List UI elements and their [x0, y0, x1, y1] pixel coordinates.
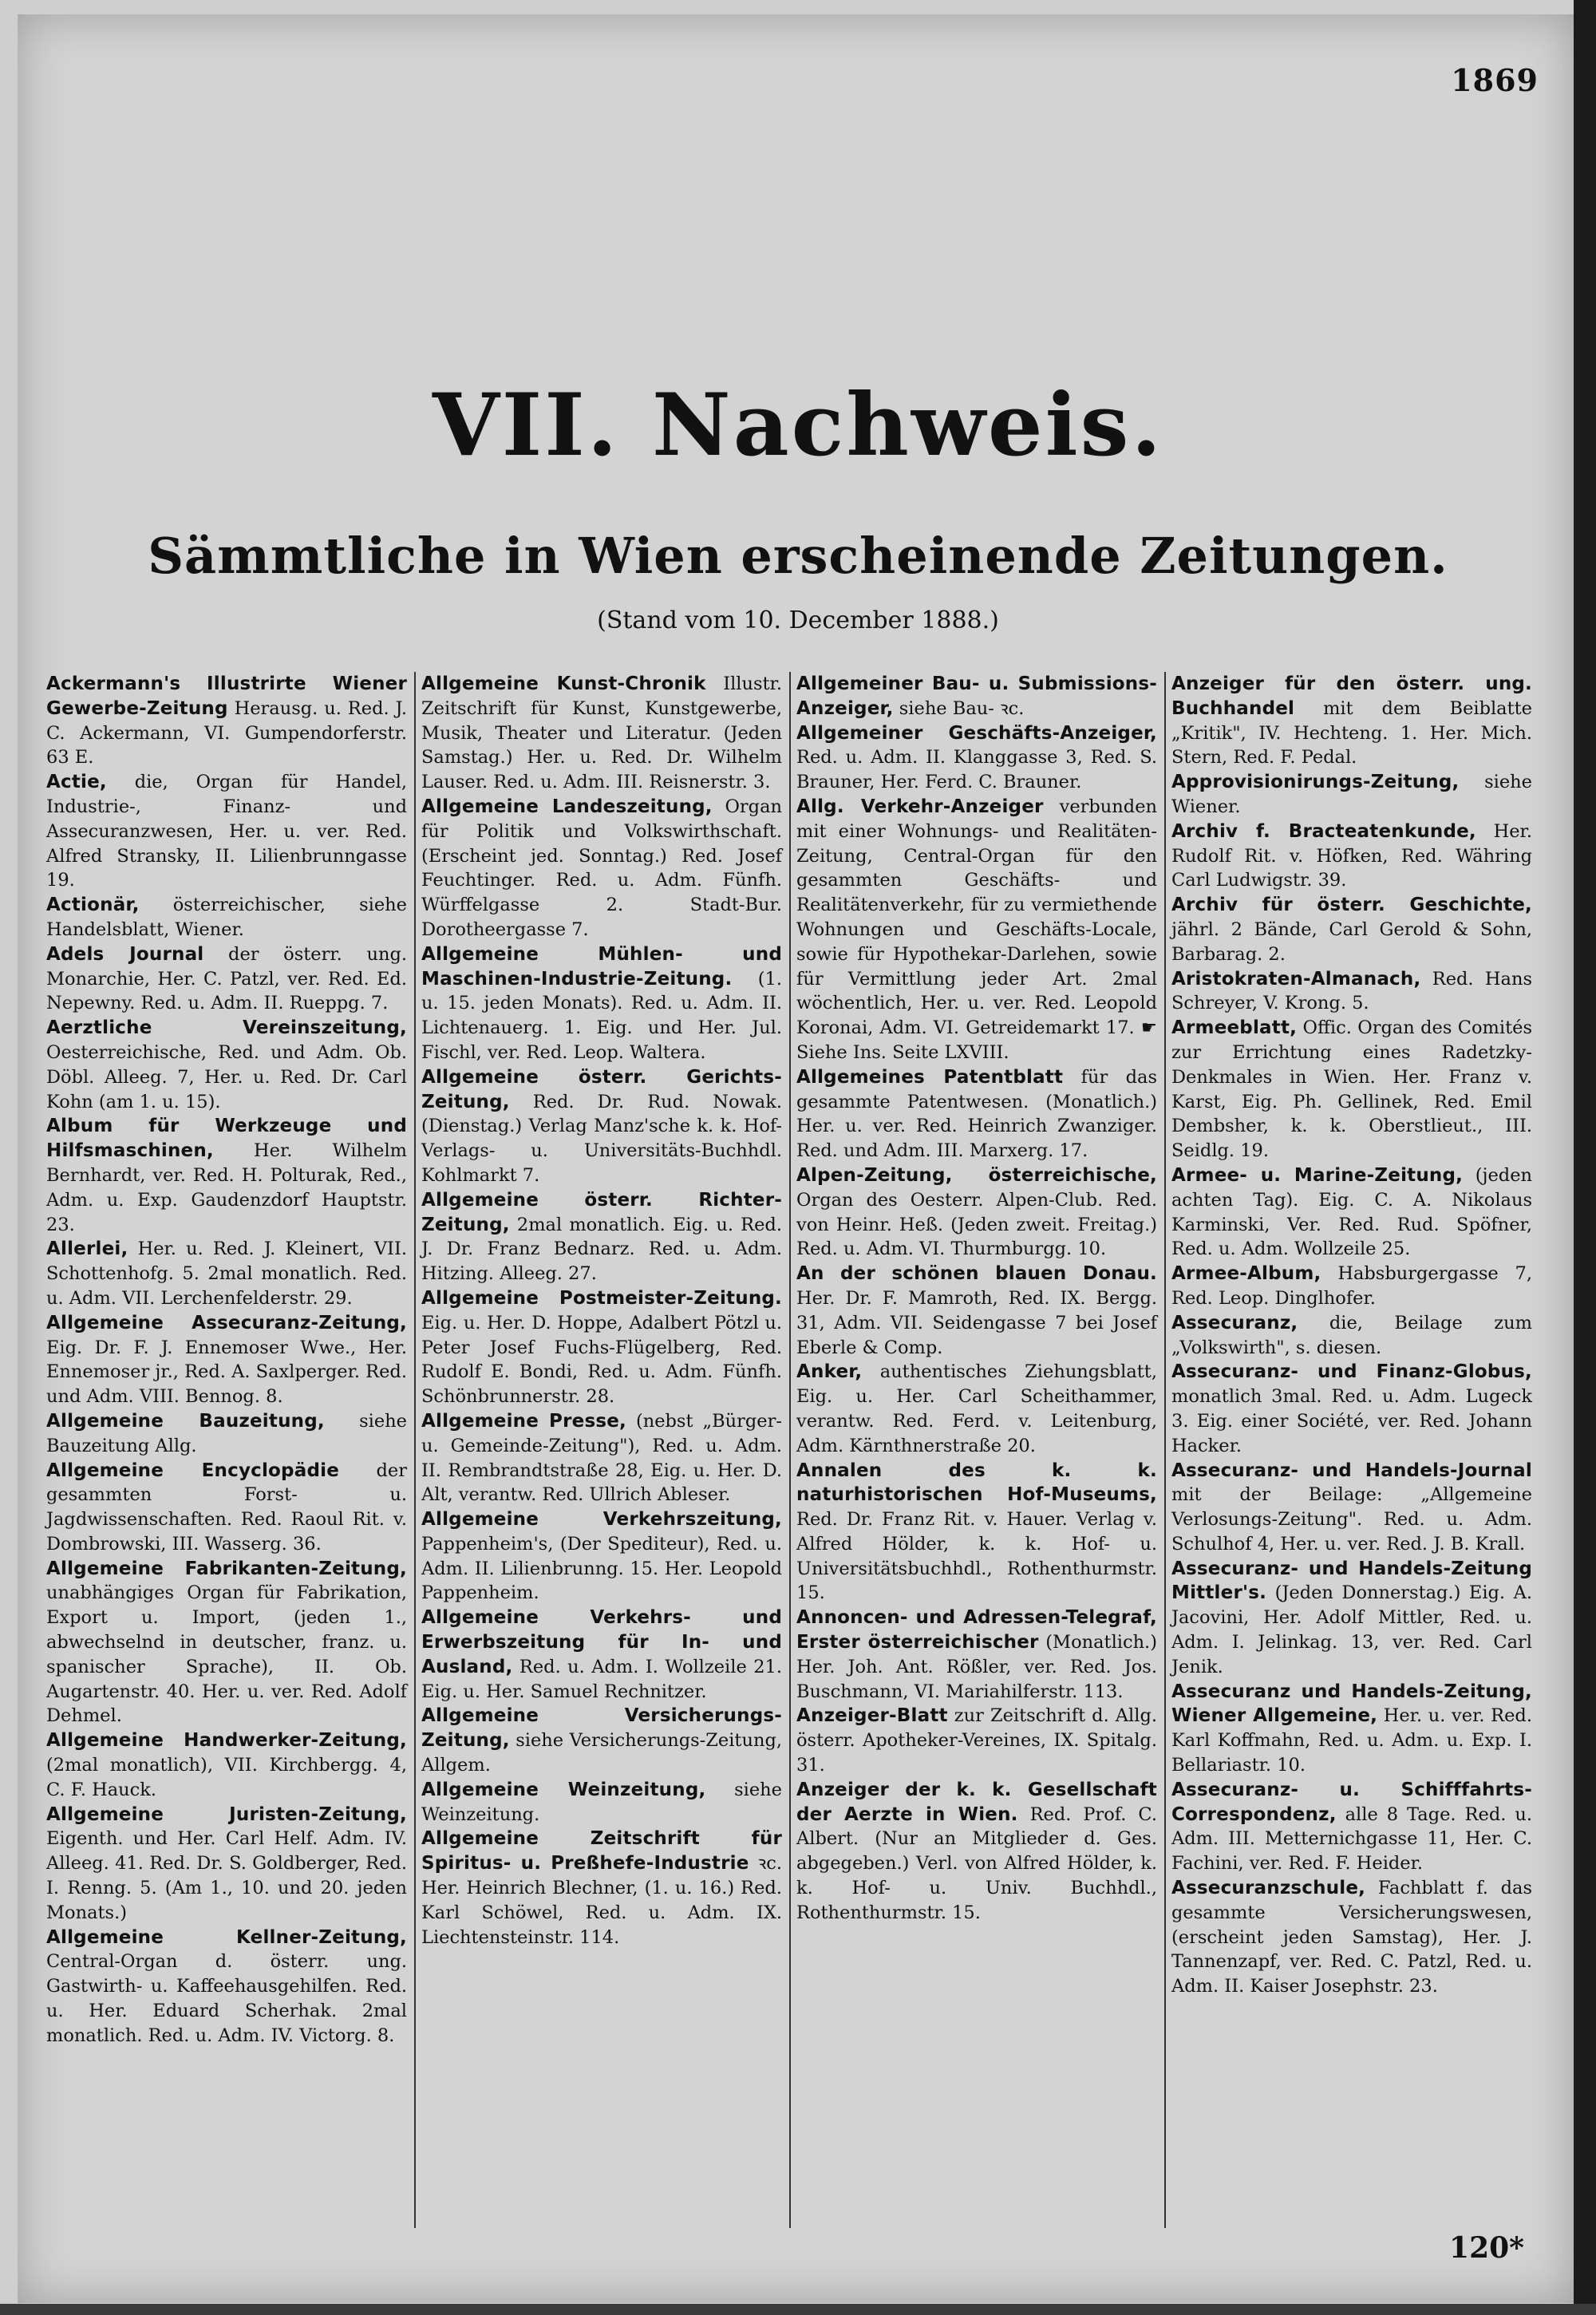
newspaper-entry [1171, 1778, 1532, 1876]
entry-title: Allgemeine Verkehrszeitung, [421, 1509, 782, 1531]
entry-title: Allgemeine Weinzeitung, [421, 1779, 706, 1800]
entry-details: Red. Dr. Rud. Nowak. (Dienstag.) Verlag Manz'sche k. k. Hof-Verlags- u. Universitäts-Buchhdl. Kohlmarkt 7. [421, 1091, 782, 1186]
entry-details: Her. u. Red. J. Kleinert, VII. Schottenhofg. 5. 2mal monatlich. Red. u. Adm. VII. Lerchenfelderstr. 29. [46, 1238, 407, 1309]
newspaper-entry [796, 1262, 1157, 1360]
newspaper-entry [1171, 1459, 1532, 1557]
entry-title: Allgemeine Presse, [421, 1410, 626, 1432]
newspaper-entry [1171, 1163, 1532, 1262]
entry-details: verbunden mit einer Wohnungs- und Realitäten-Zeitung, Central-Organ für den gesammten Geschäfts- und Realitätenverkehr, für zu vermiethende Wohnungen und Geschäfts-Locale, sowie für Hypothekar-Darlehen, sowie für Vermittlung jeder Art. 2mal wöchentlich, Her. u. ver. Red. Leopold Koronai, Adm. VI. Getreidemarkt 17. ☛ Siehe Ins. Seite LXVIII. [796, 796, 1157, 1063]
newspaper-entry [421, 795, 782, 942]
newspaper-entry [46, 1409, 407, 1459]
entry-details: unabhängiges Organ für Fabrikation, Export u. Import, (jeden 1., abwechselnd in deutscher, franz. u. spanischer Sprache), II. Ob. Augartenstr. 40. Her. u. ver. Red. Adolf Dehmel. [46, 1582, 407, 1727]
newspaper-entry [46, 1237, 407, 1310]
entry-details: Eigenth. und Her. Carl Helf. Adm. IV. Alleeg. 41. Red. Dr. S. Goldberger, Red. I. Renng. 5. (Am 1., 10. und 20. jeden Monats.) [46, 1828, 407, 1923]
entry-details: Eig. u. Her. D. Hoppe, Adalbert Pötzl u. Peter Josef Fuchs-Flügelberg, Red. Rudolf E. Bondi, Red. u. Adm. Fünfh. Schönbrunnerstr. 28. [421, 1312, 782, 1408]
entry-title: Allgemeine Assecuranz-Zeitung, [46, 1312, 407, 1333]
entry-details: Her. Dr. F. Mamroth, Red. IX. Bergg. 31, Adm. VII. Seidengasse 7 bei Josef Eberle & Comp. [796, 1287, 1157, 1358]
entry-title: Archiv f. Bracteatenkunde, [1171, 820, 1476, 842]
entry-details: Red. u. Adm. II. Klanggasse 3, Red. S. Brauner, Her. Ferd. C. Brauner. [796, 747, 1157, 793]
entry-details: siehe Wiener. [1171, 772, 1532, 817]
newspaper-entry [421, 1778, 782, 1827]
newspaper-entry [796, 672, 1157, 721]
newspaper-entry [46, 770, 407, 893]
entry-details: (jeden achten Tag). Eig. C. A. Nikolaus Karminski, Ver. Red. Rud. Spöfner, Red. u. Adm. Wollzeile 25. [1171, 1164, 1532, 1260]
newspaper-entry [46, 1016, 407, 1114]
entry-title: Annoncen- und Adressen-Telegraf, Erster österreichischer [796, 1607, 1157, 1653]
newspaper-entry [796, 1163, 1157, 1262]
entry-title: Anzeiger-Blatt [796, 1705, 948, 1727]
entry-details: Central-Organ d. österr. ung. Gastwirth- u. Kaffeehausgehilfen. Red. u. Her. Eduard Scherhak. 2mal monatlich. Red. u. Adm. IV. Victorg. 8. [46, 1951, 407, 2046]
column-3 [796, 672, 1157, 2236]
newspaper-entry [796, 1778, 1157, 1926]
entry-title: Allgemeine Fabrikanten-Zeitung, [46, 1558, 407, 1579]
newspaper-entry [421, 942, 782, 1065]
entry-title: An der schönen blauen Donau. [796, 1263, 1157, 1285]
newspaper-entry [1171, 1876, 1532, 1999]
newspaper-entry [46, 1459, 407, 1557]
newspaper-entry [1171, 770, 1532, 820]
entry-details: monatlich 3mal. Red. u. Adm. Lugeck 3. Eig. einer Société, ver. Red. Johann Hacker. [1171, 1386, 1532, 1456]
entry-details: Pappenheim's, (Der Spediteur), Red. u. Adm. II. Lilienbrunng. 15. Her. Leopold Pappenheim. [421, 1533, 782, 1604]
entry-details: für das gesammte Patentwesen. (Monatlich.) Her. u. ver. Red. Heinrich Zwanziger. Red. und Adm. III. Marxerg. 17. [796, 1066, 1157, 1162]
entry-details: die, Organ für Handel, Industrie-, Finanz- und Assecuranzwesen, Her. u. ver. Red. Alfred Stransky, II. Lilienbrunngasse 19. [46, 772, 407, 891]
entry-details: siehe Versicherungs-Zeitung, Allgem. [421, 1730, 782, 1776]
page-number: 1869 [1451, 62, 1539, 98]
date-note: (Stand vom 10. December 1888.) [597, 606, 999, 634]
entry-details: Red. Dr. Franz Rit. v. Hauer. Verlag v. Alfred Hölder, k. k. Hof- u. Universitätsbuchhdl., Rothenthurmstr. 15. [796, 1509, 1157, 1604]
entry-title: Allgemeines Patentblatt [796, 1066, 1064, 1088]
entry-title: Allgemeine Versicherungs-Zeitung, [421, 1705, 782, 1752]
entry-details: siehe Weinzeitung. [421, 1779, 782, 1825]
newspaper-entry [421, 1606, 782, 1704]
newspaper-entry [1171, 1311, 1532, 1361]
newspaper-entry [796, 1704, 1157, 1777]
entry-title: Assecuranz- u. Schifffahrts-Correspondenz, [1171, 1779, 1532, 1825]
entry-title: Album für Werkzeuge und Hilfsmaschinen, [46, 1116, 407, 1162]
entry-details: (Monatlich.) Her. Joh. Ant. Rößler, ver. Red. Jos. Buschmann, VI. Mariahilferstr. 113. [796, 1632, 1157, 1702]
entry-title: Allerlei, [46, 1238, 128, 1260]
entry-details: der gesammten Forst- u. Jagdwissenschaften. Red. Raoul Rit. v. Dombrowski, III. Wasserg. 36. [46, 1460, 407, 1555]
newspaper-entry [796, 1065, 1157, 1163]
entry-title: Allgemeiner Bau- u. Submissions-Anzeiger, [796, 674, 1157, 719]
entry-title: Assecuranz, [1171, 1312, 1298, 1333]
newspaper-entry [1171, 893, 1532, 966]
entry-title: Allgemeine Zeitschrift für Spiritus- u. Preßhefe-Industrie [421, 1828, 782, 1875]
entry-details: Habsburgergasse 7, Red. Leop. Dinglhofer. [1171, 1263, 1532, 1309]
entry-title: Anzeiger für den österr. ung. Buchhandel [1171, 674, 1532, 719]
entry-details: Fachblatt f. das gesammte Versicherungswesen, (erscheint jeden Samstag), Her. J. Tannenzapf, ver. Red. C. Patzl, Red. u. Adm. II. Kaiser Josephstr. 23. [1171, 1878, 1532, 1997]
newspaper-entry [46, 893, 407, 942]
newspaper-entry [1171, 1680, 1532, 1778]
entry-details: österreichischer, siehe Handelsblatt, Wiener. [46, 895, 407, 940]
entry-title: Allgemeine Postmeister-Zeitung. [421, 1287, 782, 1309]
entry-title: Allgemeine Kellner-Zeitung, [46, 1926, 407, 1948]
newspaper-entry [421, 1704, 782, 1777]
entry-details: Her. Wilhelm Bernhardt, ver. Red. H. Polturak, Red., Adm. u. Exp. Gaudenzdorf Hauptstr. 23. [46, 1140, 407, 1235]
entry-details: siehe Bau- ꝛc. [893, 697, 1025, 719]
entry-details: zur Zeitschrift d. Allg. österr. Apotheker-Vereines, IX. Spitalg. 31. [796, 1705, 1157, 1776]
footer-number: 120* [1449, 2231, 1524, 2265]
newspaper-entry [421, 1188, 782, 1286]
newspaper-entry [421, 1286, 782, 1409]
newspaper-entry [46, 1803, 407, 1926]
entry-title: Allg. Verkehr-Anzeiger [796, 796, 1044, 817]
column-1 [46, 672, 407, 2236]
scan-edge-right [1574, 0, 1596, 2315]
newspaper-entry [46, 1311, 407, 1409]
entry-details: Red. Hans Schreyer, V. Krong. 5. [1171, 968, 1532, 1014]
entry-details: Her. u. ver. Red. Karl Koffmahn, Red. u. Adm. u. Exp. I. Bellariastr. 10. [1171, 1705, 1532, 1776]
newspaper-entry [796, 795, 1157, 1065]
newspaper-entry [796, 721, 1157, 795]
entry-title: Assecuranz- und Handels-Zeitung Mittler's. [1171, 1558, 1532, 1604]
entry-details: Her. Rudolf Rit. v. Höfken, Red. Währing Carl Ludwigstr. 39. [1171, 820, 1532, 891]
entry-title: Aristokraten-Almanach, [1171, 968, 1421, 990]
newspaper-entry [1171, 672, 1532, 770]
entry-details: Organ für Politik und Volkswirthschaft. (Erscheint jed. Sonntag.) Red. Josef Feuchtinger. Red. u. Adm. Fünfh. Würffelgasse 2. Stadt-Bur. Dorotheergasse 7. [421, 796, 782, 940]
entry-title: Armeeblatt, [1171, 1017, 1298, 1039]
entry-details: (Jeden Donnerstag.) Eig. A. Jacovini, Her. Adolf Mittler, Red. u. Adm. I. Jelinkag. 13, ver. Red. Carl Jenik. [1171, 1582, 1532, 1677]
entry-title: Actie, [46, 772, 107, 793]
entry-details: alle 8 Tage. Red. u. Adm. III. Metternichgasse 11, Her. C. Fachini, ver. Red. F. Heider. [1171, 1803, 1532, 1875]
newspaper-entry [421, 672, 782, 795]
entry-title: Allgemeine Verkehrs- und Erwerbszeitung für In- und Ausland, [421, 1607, 782, 1677]
newspaper-entry [1171, 1360, 1532, 1458]
listing-columns [46, 672, 1532, 2236]
newspaper-entry [796, 1360, 1157, 1458]
entry-details: 2mal monatlich. Eig. u. Red. J. Dr. Franz Bednarz. Red. u. Adm. Hitzing. Alleeg. 27. [421, 1214, 782, 1285]
scan-edge-bottom [0, 2304, 1596, 2315]
entry-title: Armee-Album, [1171, 1263, 1321, 1285]
newspaper-entry [46, 1557, 407, 1729]
entry-title: Actionär, [46, 895, 140, 916]
entry-title: Assecuranz- und Finanz-Globus, [1171, 1361, 1532, 1383]
entry-title: Anker, [796, 1361, 863, 1383]
entry-details: der österr. ung. Monarchie, Her. C. Patzl, ver. Red. Ed. Nepewny. Red. u. Adm. II. Rueppg. 7. [46, 943, 408, 1014]
newspaper-entry [46, 942, 407, 1016]
entry-details: (2mal monatlich), VII. Kirchbergg. 4, C. F. Hauck. [46, 1755, 407, 1800]
entry-title: Allgemeine österr. Gerichts-Zeitung, [421, 1066, 782, 1112]
entry-title: Assecuranz- und Handels-Journal [1171, 1460, 1532, 1481]
entry-details: siehe Bauzeitung Allg. [46, 1410, 407, 1456]
entry-title: Allgemeine österr. Richter-Zeitung, [421, 1189, 782, 1235]
entry-title: Allgemeine Juristen-Zeitung, [46, 1803, 407, 1825]
entry-details: mit der Beilage: „Allgemeine Verlosungs-Zeitung". Red. u. Adm. Schulhof 4, Her. u. ver. Red. J. B. Krall. [1171, 1484, 1532, 1555]
entry-details: Offic. Organ des Comités zur Errichtung eines Radetzky-Denkmales in Wien. Her. Franz v. Karst, Eig. Ph. Gellinek, Red. Emil Dembsher, k. k. Oberstlieut., III. Seidlg. 19. [1171, 1017, 1532, 1162]
entry-title: Approvisionirungs-Zeitung, [1171, 772, 1460, 793]
entry-title: Annalen des k. k. naturhistorischen Hof-Museums, [796, 1460, 1157, 1506]
entry-details: Organ des Oesterr. Alpen-Club. Red. von Heinr. Heß. (Jeden zweit. Freitag.) Red. u. Adm. VI. Thurmburgg. 10. [796, 1189, 1157, 1260]
entry-details: (nebst „Bürger- u. Gemeinde-Zeitung"), Red. u. Adm. II. Rembrandtstraße 28, Eig. u. Her. D. Alt, verantw. Red. Ullrich Ableser. [421, 1410, 782, 1506]
column-2 [421, 672, 782, 2236]
entry-details: die, Beilage zum „Volkswirth", s. diesen. [1171, 1312, 1532, 1358]
entry-details: Illustr. Zeitschrift für Kunst, Kunstgewerbe, Musik, Theater und Literatur. (Jeden Samstag.) Her. u. Red. Dr. Wilhelm Lauser. Red. u. Adm. III. Reisnerstr. 3. [421, 674, 782, 793]
entry-title: Allgemeine Handwerker-Zeitung, [46, 1730, 407, 1752]
entry-title: Allgemeiner Geschäfts-Anzeiger, [796, 722, 1157, 744]
newspaper-entry [421, 1409, 782, 1507]
newspaper-entry [46, 1114, 407, 1237]
newspaper-entry [46, 1926, 407, 2048]
entry-details: Oesterreichische, Red. und Adm. Ob. Döbl. Alleeg. 7, Her. u. Red. Dr. Carl Kohn (am 1. u. 15). [46, 1041, 407, 1112]
entry-title: Allgemeine Landeszeitung, [421, 796, 713, 817]
newspaper-entry [46, 1728, 407, 1802]
newspaper-entry [46, 672, 407, 770]
entry-title: Anzeiger der k. k. Gesellschaft der Aerzte in Wien. [796, 1779, 1157, 1825]
newspaper-entry [796, 1606, 1157, 1704]
page-title: VII. Nachweis. [432, 375, 1164, 476]
newspaper-entry [1171, 1016, 1532, 1163]
newspaper-entry [1171, 1262, 1532, 1311]
column-4 [1171, 672, 1532, 2236]
entry-title: Allgemeine Bauzeitung, [46, 1410, 325, 1432]
entry-details: (1. u. 15. jeden Monats). Red. u. Adm. II. Lichtenauerg. 1. Eig. und Her. Jul. Fischl, ver. Red. Leop. Waltera. [421, 968, 782, 1063]
entry-details: authentisches Ziehungsblatt, Eig. u. Her. Carl Scheithammer, verantw. Red. Ferd. v. Leitenburg, Adm. Kärnthnerstraße 20. [796, 1361, 1157, 1456]
entry-details: Herausg. u. Red. J. C. Ackermann, VI. Gumpendorferstr. 63 E. [46, 697, 407, 768]
newspaper-entry [1171, 820, 1532, 893]
entry-details: Red. Prof. C. Albert. (Nur an Mitglieder d. Ges. abgegeben.) Verl. von Alfred Hölder, k. k. Hof- u. Univ. Buchhdl., Rothenthurmstr. 15. [796, 1803, 1157, 1923]
entry-title: Archiv für österr. Geschichte, [1171, 895, 1532, 916]
newspaper-entry [1171, 1557, 1532, 1680]
newspaper-entry [1171, 967, 1532, 1017]
page-subtitle: Sämmtliche in Wien erscheinende Zeitungen. [148, 527, 1448, 585]
entry-details: ꝛc. Her. Heinrich Blechner, (1. u. 16.) Red. Karl Schöwel, Red. u. Adm. IX. Liechtensteinstr. 114. [421, 1853, 782, 1948]
entry-title: Alpen-Zeitung, österreichische, [796, 1164, 1157, 1186]
entry-title: Allgemeine Encyclopädie [46, 1460, 339, 1481]
entry-details: jährl. 2 Bände, Carl Gerold & Sohn, Barbarag. 2. [1171, 918, 1532, 965]
newspaper-entry [421, 1065, 782, 1188]
entry-title: Allgemeine Kunst-Chronik [421, 674, 706, 694]
entry-title: Assecuranz und Handels-Zeitung, Wiener Allgemeine, [1171, 1681, 1532, 1727]
entry-title: Ackermann's Illustrirte Wiener Gewerbe-Zeitung [46, 674, 407, 719]
newspaper-entry [796, 1459, 1157, 1606]
entry-details: Eig. Dr. F. J. Ennemoser Wwe., Her. Ennemoser jr., Red. A. Saxlperger. Red. und Adm. VIII. Bennog. 8. [46, 1337, 407, 1408]
entry-title: Adels Journal [46, 943, 204, 965]
entry-details: Red. u. Adm. I. Wollzeile 21. Eig. u. Her. Samuel Rechnitzer. [421, 1656, 782, 1702]
entry-title: Assecuranzschule, [1171, 1878, 1366, 1899]
newspaper-entry [421, 1507, 782, 1606]
newspaper-entry [421, 1827, 782, 1950]
entry-title: Allgemeine Mühlen- und Maschinen-Industrie-Zeitung. [421, 943, 782, 990]
entry-title: Armee- u. Marine-Zeitung, [1171, 1164, 1464, 1186]
entry-details: mit dem Beiblatte „Kritik", IV. Hechteng. 1. Her. Mich. Stern, Red. F. Pedal. [1171, 697, 1532, 768]
entry-title: Aerztliche Vereinszeitung, [46, 1017, 407, 1039]
